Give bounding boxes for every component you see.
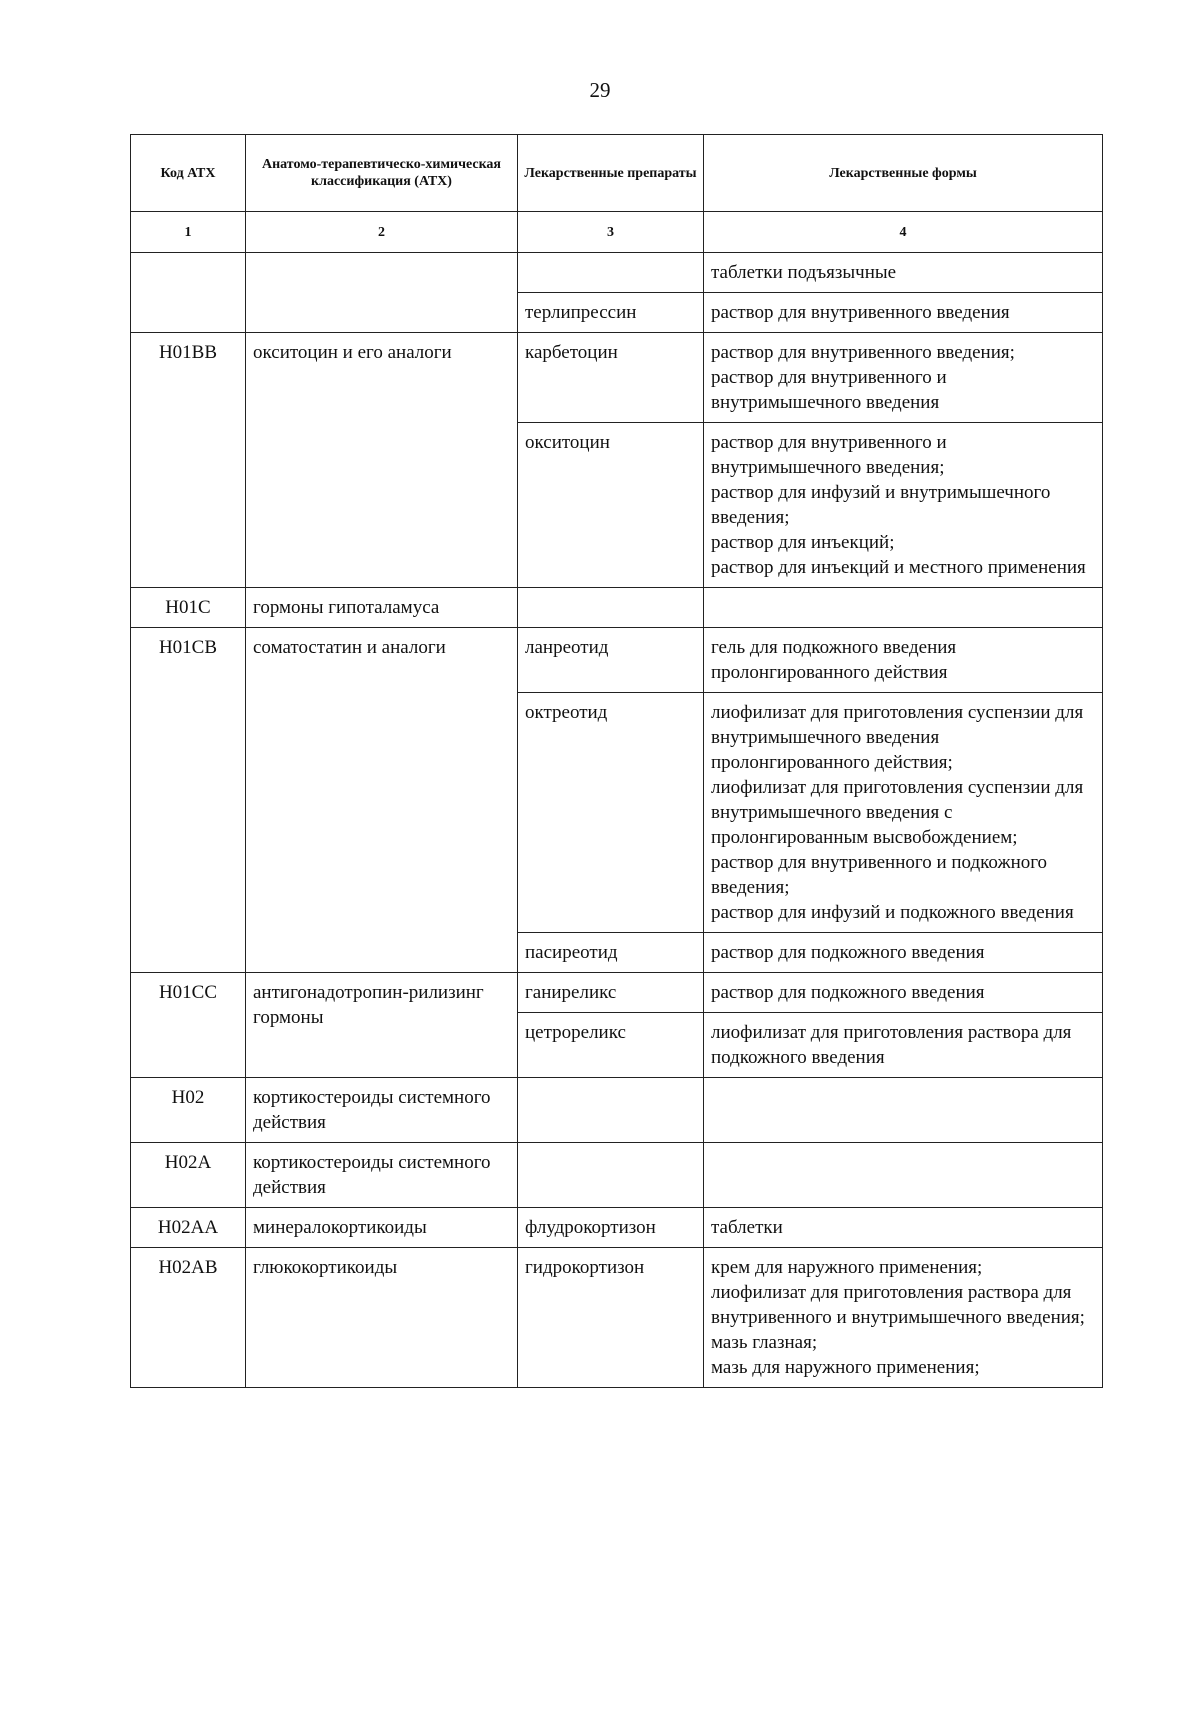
table-row bbox=[131, 588, 1103, 628]
drug-cell: пасиреотид bbox=[518, 933, 704, 973]
form-cell bbox=[704, 1078, 1103, 1143]
table-row bbox=[131, 628, 1103, 693]
classification-cell: антигонадотропин-рилизинг гормоны bbox=[246, 973, 518, 1078]
form-line: мазь глазная; bbox=[711, 1332, 818, 1353]
table-row bbox=[131, 333, 1103, 423]
classification-cell: кортикостероиды системного действия bbox=[246, 1078, 518, 1143]
form-line: лиофилизат для приготовления суспензии для внутримышечного введения с пролонгированным высвобождением; bbox=[711, 777, 1084, 848]
drug-cell: ганиреликс bbox=[518, 973, 704, 1013]
drug-cell bbox=[518, 1078, 704, 1143]
atx-code-cell: H01BB bbox=[131, 333, 246, 588]
drug-cell: терлипрессин bbox=[518, 293, 704, 333]
form-line: мазь для наружного применения; bbox=[711, 1357, 980, 1378]
classification-cell bbox=[246, 253, 518, 333]
atx-code-cell: H02AB bbox=[131, 1248, 246, 1388]
form-cell: лиофилизат для приготовления раствора для подкожного введения bbox=[704, 1013, 1103, 1078]
table-row bbox=[131, 973, 1103, 1013]
form-line: раствор для внутривенного и внутримышечного введения bbox=[711, 367, 947, 413]
form-line: раствор для внутривенного и подкожного введения; bbox=[711, 852, 1048, 898]
table-row bbox=[131, 1143, 1103, 1208]
drug-cell: карбетоцин bbox=[518, 333, 704, 423]
atx-code-cell: H01CB bbox=[131, 628, 246, 973]
header-drugs: Лекарственные препараты bbox=[518, 135, 704, 212]
column-number: 2 bbox=[246, 212, 518, 253]
page-number: 29 bbox=[589, 78, 611, 102]
form-cell: таблетки подъязычные bbox=[704, 253, 1103, 293]
drug-cell bbox=[518, 1143, 704, 1208]
atx-code-cell: H02A bbox=[131, 1143, 246, 1208]
atx-code-cell: H02 bbox=[131, 1078, 246, 1143]
column-number: 3 bbox=[518, 212, 704, 253]
form-cell bbox=[704, 588, 1103, 628]
drug-cell: флудрокортизон bbox=[518, 1208, 704, 1248]
form-cell: раствор для внутривенного введения bbox=[704, 293, 1103, 333]
atx-code-cell: H01C bbox=[131, 588, 246, 628]
form-cell: раствор для подкожного введения bbox=[704, 973, 1103, 1013]
form-cell bbox=[704, 333, 1103, 423]
table-row bbox=[131, 1208, 1103, 1248]
header-classification: Анатомо-терапевтическо-химическая классификация (АТХ) bbox=[246, 135, 518, 212]
form-line: раствор для внутривенного и внутримышечного введения; bbox=[711, 432, 947, 478]
atx-code-cell bbox=[131, 253, 246, 333]
form-line: раствор для инфузий и подкожного введения bbox=[711, 902, 1074, 923]
form-cell: раствор для подкожного введения bbox=[704, 933, 1103, 973]
header-row bbox=[131, 135, 1103, 212]
form-cell bbox=[704, 693, 1103, 933]
classification-cell: минералокортикоиды bbox=[246, 1208, 518, 1248]
drug-cell: гидрокортизон bbox=[518, 1248, 704, 1388]
form-line: крем для наружного применения; bbox=[711, 1257, 983, 1278]
form-cell bbox=[704, 423, 1103, 588]
form-cell bbox=[704, 1248, 1103, 1388]
classification-cell: соматостатин и аналоги bbox=[246, 628, 518, 973]
classification-cell: окситоцин и его аналоги bbox=[246, 333, 518, 588]
table-row bbox=[131, 1248, 1103, 1388]
drug-cell bbox=[518, 253, 704, 293]
form-line: лиофилизат для приготовления суспензии для внутримышечного введения пролонгированного действия; bbox=[711, 702, 1084, 773]
form-line: раствор для инъекций; bbox=[711, 532, 895, 553]
form-line: лиофилизат для приготовления раствора для внутривенного и внутримышечного введения; bbox=[711, 1282, 1085, 1328]
drug-cell: окситоцин bbox=[518, 423, 704, 588]
atx-table bbox=[130, 134, 1103, 1388]
form-cell bbox=[704, 1143, 1103, 1208]
atx-code-cell: H02AA bbox=[131, 1208, 246, 1248]
form-cell: таблетки bbox=[704, 1208, 1103, 1248]
drug-cell bbox=[518, 588, 704, 628]
table-row bbox=[131, 1078, 1103, 1143]
form-line: раствор для инъекций и местного применения bbox=[711, 557, 1086, 578]
header-code: Код АТХ bbox=[131, 135, 246, 212]
header-forms: Лекарственные формы bbox=[704, 135, 1103, 212]
column-number: 4 bbox=[704, 212, 1103, 253]
form-cell: гель для подкожного введения пролонгированного действия bbox=[704, 628, 1103, 693]
classification-cell: глюкокортикоиды bbox=[246, 1248, 518, 1388]
drug-cell: октреотид bbox=[518, 693, 704, 933]
column-number-row bbox=[131, 212, 1103, 253]
drug-cell: цетрореликс bbox=[518, 1013, 704, 1078]
table-row bbox=[131, 253, 1103, 293]
atx-code-cell: H01CC bbox=[131, 973, 246, 1078]
column-number: 1 bbox=[131, 212, 246, 253]
form-line: раствор для внутривенного введения; bbox=[711, 342, 1015, 363]
classification-cell: гормоны гипоталамуса bbox=[246, 588, 518, 628]
form-line: раствор для инфузий и внутримышечного введения; bbox=[711, 482, 1051, 528]
drug-cell: ланреотид bbox=[518, 628, 704, 693]
classification-cell: кортикостероиды системного действия bbox=[246, 1143, 518, 1208]
